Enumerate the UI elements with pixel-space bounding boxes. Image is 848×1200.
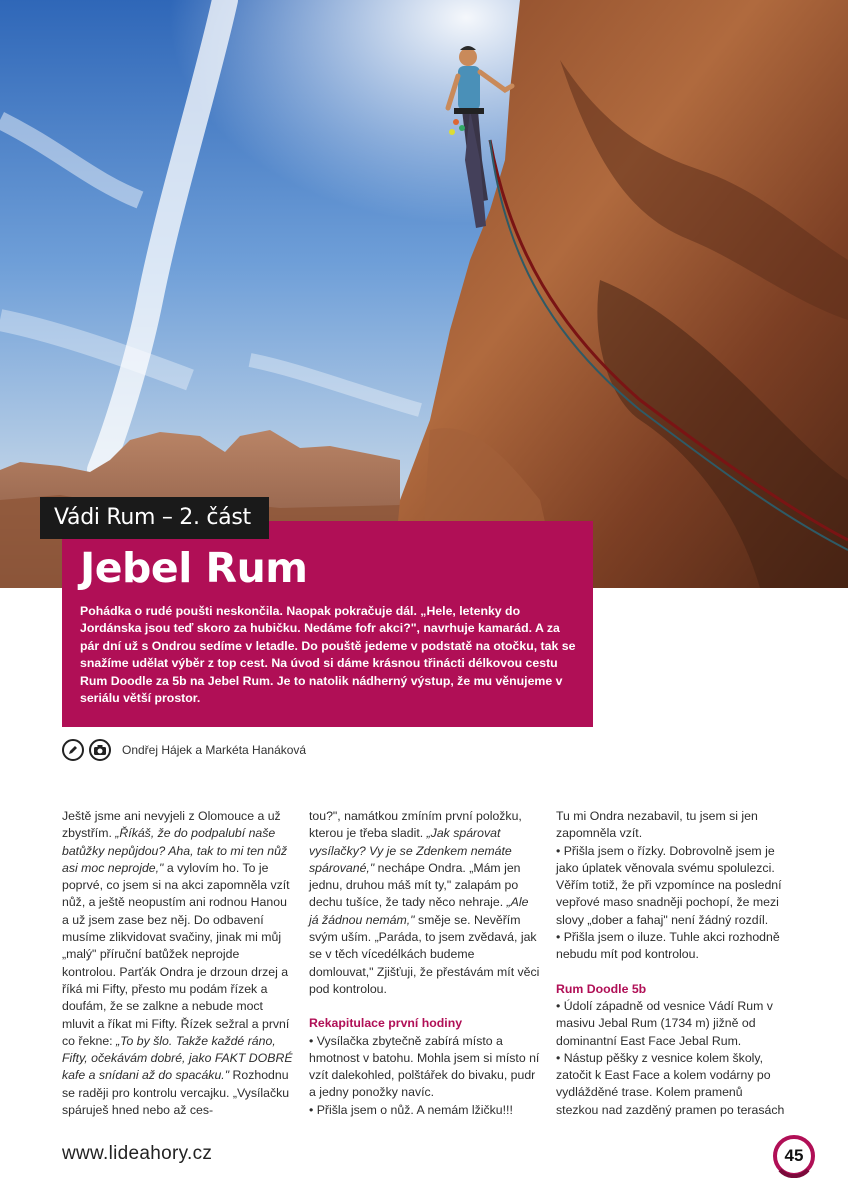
footer-url[interactable]: www.lideahory.cz bbox=[62, 1143, 213, 1164]
bullet-item: • Přišla jsem o iluze. Tuhle akci rozhodně nebudu mít pod kontrolou. bbox=[556, 930, 780, 962]
text-run-italic: „Jak spárovat vysílačky? Vy je se Zdenkem nemáte spárované," bbox=[309, 826, 512, 875]
credits bbox=[62, 737, 306, 763]
page-number: 45 bbox=[784, 1146, 804, 1165]
paragraph bbox=[62, 808, 294, 1119]
text-run: směje se. Nevěřím svým uším. „Paráda, to jsem zvědavá, jak se v těch vícedélkách budeme domlouvat," Zjišťuji, že přestávám mít věci pod kontrolou. bbox=[309, 912, 540, 996]
camera-icon bbox=[89, 739, 111, 761]
bullet-item: • Nástup pěšky z vesnice kolem školy, zatočit k East Face a kolem vodárny po vydlážděné trase. Kolem pramenů stezkou nad zazděný pramen po terasách bbox=[556, 1050, 785, 1117]
lead-paragraph: Pohádka o rudé poušti neskončila. Naopak pokračuje dál. „Hele, letenky do Jordánska jsou teď skoro za hubičku. Nedáme fofr akci?", navrhuje kamarád. A za pár dní už s Ondrou sedíme v letadle. Do pouště jedeme v podstatě na otočku, tak se snažíme udělat výběr z top cest. Na úvod si dáme krásnou třinácti délkovou cestu Rum Doodle za 5b na Jebel Rum. Je to natolik nádherný výstup, že mu věnujeme v seriálu větší prostor. bbox=[80, 604, 576, 706]
column-3 bbox=[556, 808, 788, 1119]
credits-names: Ondřej Hájek a Markéta Hanáková bbox=[122, 743, 307, 757]
paragraph: Tu mi Ondra nezabavil, tu jsem si jen zapomněla vzít. bbox=[556, 809, 758, 841]
bullet-item: • Přišla jsem o nůž. A nemám lžičku!!! bbox=[309, 1102, 513, 1117]
text-run: Rozhodnu se raději pro kontrolu vercajku. „Vysílačku spáruješ hned nebo až ces- bbox=[62, 1068, 290, 1118]
subheading: Rum Doodle 5b bbox=[556, 981, 647, 996]
column-2 bbox=[309, 808, 541, 1119]
subheading: Rekapitulace první hodiny bbox=[309, 1016, 463, 1031]
text-run: Ještě jsme ani nevyjeli z Olomouce a už zbystřím. bbox=[62, 809, 281, 841]
series-tag: Vádi Rum – 2. část bbox=[40, 497, 269, 539]
text-run-italic: „To by šlo. Takže každé ráno, Fifty, očekávám dobré, jako FAKT DOBRÉ kafe a snídani až do spacáku." bbox=[62, 1033, 293, 1083]
column-1 bbox=[62, 808, 294, 1119]
paragraph bbox=[309, 808, 541, 998]
text-run-italic: „Ale já žádnou nemám," bbox=[309, 895, 529, 927]
pen-icon bbox=[62, 739, 84, 761]
text-run-italic: „Říkáš, že do podpalubí naše batůžky nepůjdou? Aha, tak to mi ten nůž asi moc neprojde," bbox=[62, 826, 288, 875]
text-run: tou?", namátkou zmíním první položku, kterou je třeba sladit. bbox=[309, 809, 522, 841]
bullet-item: • Přišla jsem o řízky. Dobrovolně jsem je jako úplatek věnovala svému spolulezci. Věřím totiž, že při vzpomínce na poslední vepřové maso snadněji pochopí, že mezi slovy „dober a fahaj" není žádný rozdíl. bbox=[556, 843, 782, 927]
bullet-item: • Údolí západně od vesnice Vádí Rum v masivu Jebal Rum (1734 m) jižně od dominantní East Face Jebal Rum. bbox=[556, 998, 773, 1048]
text-run: nechápe Ondra. „Mám jen jednu, druhou máš mít ty," zalapám po dechu tušíce, že tady něco nehraje. bbox=[309, 860, 521, 910]
bullet-item: • Vysílačka zbytečně zabírá místo a hmotnost v batohu. Mohla jsem si místo ní vzít dalekohled, polštářek do bivaku, pudr a jedny ponožky navíc. bbox=[309, 1033, 540, 1100]
text-run: a vylovím ho. To je poprvé, co jsem si na akci zapomněla vzít nůž, a ještě neopustím ani rodnou Hanou a už jsem zase bez něj. Do odbavení musíme zlikvidovat svačiny, jinak mi můj „malý" příruční batůžek neprojde kontrolou. Parťák Ondra je drzoun drzej a říká mi Fifty, přesto mu podám řízek a doufám, že se zalkne a nebude moct mluvit a říkat mi Fifty. Řízek sežral a první co řekne: bbox=[62, 860, 290, 1048]
article-title: Jebel Rum bbox=[80, 544, 308, 592]
